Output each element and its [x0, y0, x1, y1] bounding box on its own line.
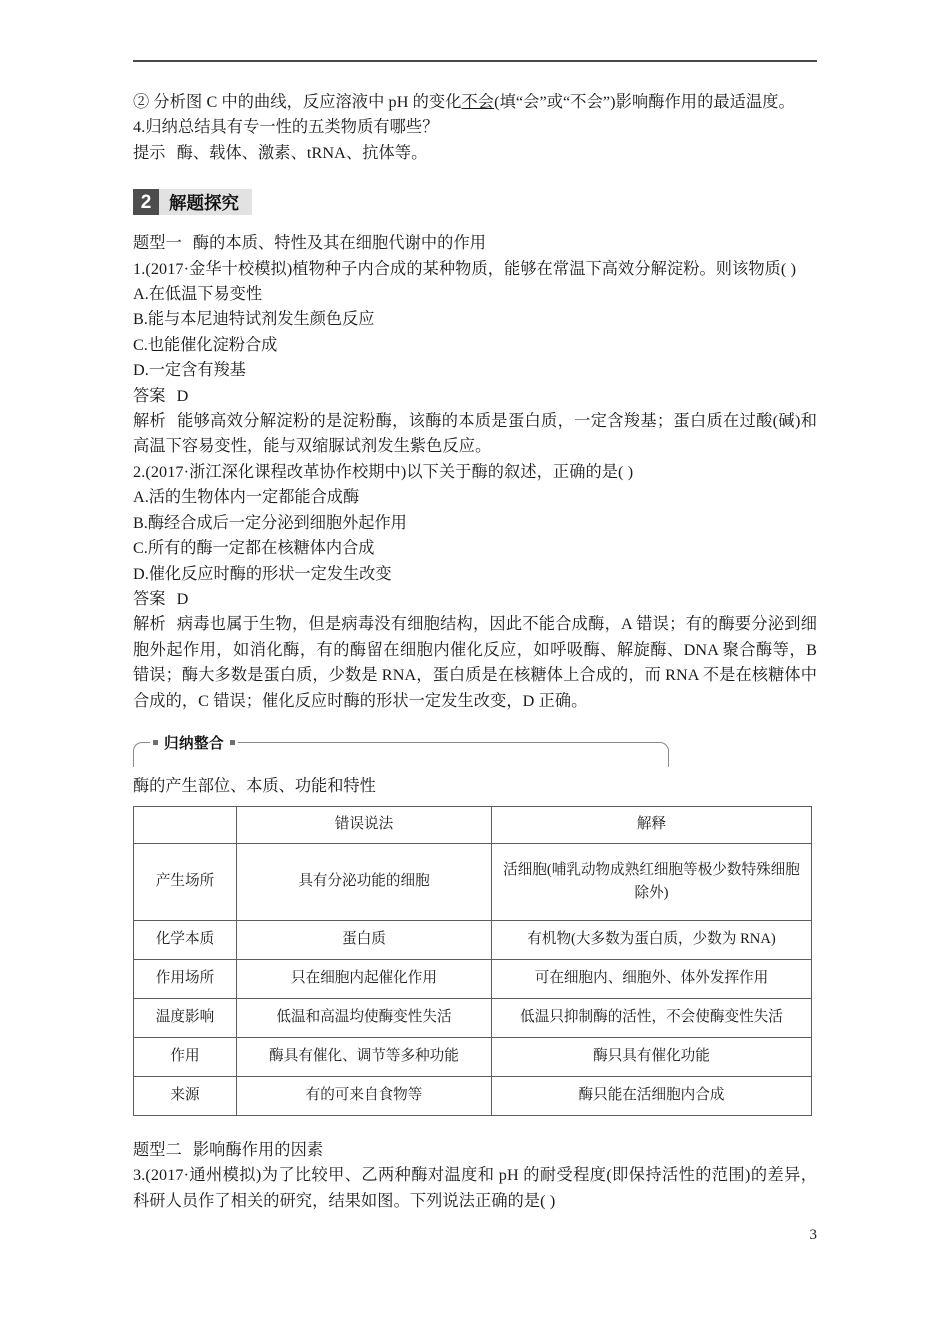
q2-option-d-label: D.	[133, 564, 149, 583]
table-header-wrong: 错误说法	[237, 806, 492, 843]
q3-stem: 3.(2017·通州模拟)为了比较甲、乙两种酶对温度和 pH 的耐受程度(即保持活性的范围)的差异，科研人员作了相关的研究，结果如图。下列说法正确的是( )	[133, 1166, 817, 1210]
q1-analysis	[133, 409, 817, 460]
row-wrong-4: 酶具有催化、调节等多种功能	[237, 1037, 492, 1076]
guina-subtitle: 酶的产生部位、本质、功能和特性	[133, 776, 376, 795]
row-explain-4: 酶只具有催化功能	[492, 1037, 812, 1076]
row-wrong-5: 有的可来自食物等	[237, 1076, 492, 1115]
row-name-1: 化学本质	[134, 920, 237, 959]
guina-zhenghe-header	[133, 733, 817, 767]
q2-option-a	[133, 485, 817, 510]
hint-label: 提示	[133, 143, 166, 162]
row-explain-2: 可在细胞内、细胞外、体外发挥作用	[492, 959, 812, 998]
row-name-5: 来源	[134, 1076, 237, 1115]
q1-option-d	[133, 358, 817, 383]
row-explain-1: 有机物(大多数为蛋白质，少数为 RNA)	[492, 920, 812, 959]
question-4: 4.归纳总结具有专一性的五类物质有哪些？	[133, 118, 439, 137]
table-row	[134, 1037, 812, 1076]
q1-option-a-text: 在低温下易变性	[148, 285, 263, 304]
topic-two-text: 影响酶作用的因素	[192, 1140, 324, 1159]
topic-two-heading	[133, 1138, 817, 1163]
q1-option-b-text: 能与本尼迪特试剂发生颜色反应	[147, 310, 375, 329]
q2-suffix-text: (填“会”或“不会”)影响酶作用的最适温度。	[494, 93, 795, 111]
table-row	[134, 920, 812, 959]
table-header-row	[134, 806, 812, 843]
q1-analysis-text: 能够高效分解淀粉的是淀粉酶，该酶的本质是蛋白质，一定含羧基；蛋白质在过酸(碱)和高温下容易变性，能与双缩脲试剂发生紫色反应。	[133, 412, 817, 456]
topic-one-label: 题型一	[133, 234, 182, 253]
q2-option-c-text: 所有的酶一定都在核糖体内合成	[147, 539, 375, 558]
question-2-continuation	[133, 90, 817, 115]
q2-option-c-label: C.	[133, 539, 148, 558]
hint-text: 酶、载体、激素、tRNA、抗体等。	[176, 143, 428, 162]
row-name-4: 作用	[134, 1037, 237, 1076]
guina-label-group	[150, 735, 238, 751]
q2-option-b-label: B.	[133, 513, 148, 532]
q2-option-a-text: 活的生物体内一定都能合成酶	[148, 488, 360, 507]
table-row	[134, 959, 812, 998]
row-wrong-0: 具有分泌功能的细胞	[237, 843, 492, 920]
row-wrong-3: 低温和高温均使酶变性失活	[237, 998, 492, 1037]
page-number: 3	[809, 1227, 817, 1243]
guina-label-text: 归纳整合	[164, 736, 224, 753]
q1-option-c	[133, 333, 817, 358]
q2-option-d-text: 催化反应时酶的形状一定发生改变	[148, 564, 392, 583]
header-rule	[133, 60, 817, 62]
q1-answer-label: 答案	[133, 386, 166, 405]
square-bullet-right-icon	[230, 740, 235, 745]
row-name-2: 作用场所	[134, 959, 237, 998]
row-name-0: 产生场所	[134, 843, 237, 920]
q1-stem: 1.(2017·金华十校模拟)植物种子内合成的某种物质，能够在常温下高效分解淀粉。则该物质( )	[133, 259, 797, 278]
topic-two-label: 题型二	[133, 1140, 182, 1159]
q1-option-b	[133, 307, 817, 332]
topic-one-heading	[133, 231, 817, 256]
q2-analysis	[133, 612, 817, 714]
q1-option-d-text: 一定含有羧基	[148, 361, 246, 380]
q1-option-b-label: B.	[133, 310, 148, 329]
section-number-badge: 2	[133, 189, 159, 215]
q2-prefix-text: ② 分析图 C 中的曲线，反应溶液中 pH 的变化	[133, 93, 462, 111]
question-4-hint	[133, 141, 817, 166]
table-header-explain: 解释	[492, 806, 812, 843]
q1-answer-value: D	[176, 386, 189, 405]
enzyme-comparison-table	[133, 806, 812, 1116]
row-wrong-1: 蛋白质	[237, 920, 492, 959]
row-name-3: 温度影响	[134, 998, 237, 1037]
row-wrong-2: 只在细胞内起催化作用	[237, 959, 492, 998]
section-title: 解题探究	[169, 192, 239, 213]
q2-option-a-label: A.	[133, 488, 149, 507]
q2-stem: 2.(2017·浙江深化课程改革协作校期中)以下关于酶的叙述，正确的是( )	[133, 462, 634, 481]
topic-one-text: 酶的本质、特性及其在细胞代谢中的作用	[192, 234, 487, 253]
q2-analysis-label: 解析	[133, 615, 166, 634]
q1-analysis-label: 解析	[133, 412, 167, 431]
q1-option-d-label: D.	[133, 361, 149, 380]
q2-option-b	[133, 511, 817, 536]
q1-option-c-label: C.	[133, 335, 148, 354]
row-explain-5: 酶只能在活细胞内合成	[492, 1076, 812, 1115]
q2-option-d	[133, 562, 817, 587]
q1-answer	[133, 384, 817, 409]
table-header-blank	[134, 806, 237, 843]
table-row	[134, 843, 812, 920]
q2-answer-label: 答案	[133, 589, 166, 608]
section-header-jieti-tanjiu	[133, 189, 252, 215]
q2-analysis-text: 病毒也属于生物，但是病毒没有细胞结构，因此不能合成酶，A 错误；有的酶要分泌到细胞外起作用，如消化酶，有的酶留在细胞内催化反应，如呼吸酶、解旋酶、DNA 聚合酶等，B 错误；酶大多数是蛋白质，少数是 RNA，蛋白质是在核糖体上合成的，而 RNA 不是在核糖体中合成的，C 错误；催化反应时酶的形状一定发生改变，D 正确。	[133, 615, 818, 710]
q2-option-c	[133, 536, 817, 561]
q2-answer	[133, 587, 817, 612]
square-bullet-left-icon	[153, 740, 158, 745]
page-content	[133, 60, 817, 1214]
row-explain-3: 低温只抑制酶的活性，不会使酶变性失活	[492, 998, 812, 1037]
q1-option-a	[133, 282, 817, 307]
table-row	[134, 1076, 812, 1115]
q1-option-a-label: A.	[133, 285, 149, 304]
q2-answer-value: D	[176, 589, 189, 608]
q2-option-b-text: 酶经合成后一定分泌到细胞外起作用	[147, 513, 407, 532]
row-explain-0: 活细胞(哺乳动物成熟红细胞等极少数特殊细胞除外)	[492, 843, 812, 920]
table-row	[134, 998, 812, 1037]
q2-underlined-answer: 不会	[461, 93, 495, 111]
q1-option-c-text: 也能催化淀粉合成	[147, 335, 278, 354]
